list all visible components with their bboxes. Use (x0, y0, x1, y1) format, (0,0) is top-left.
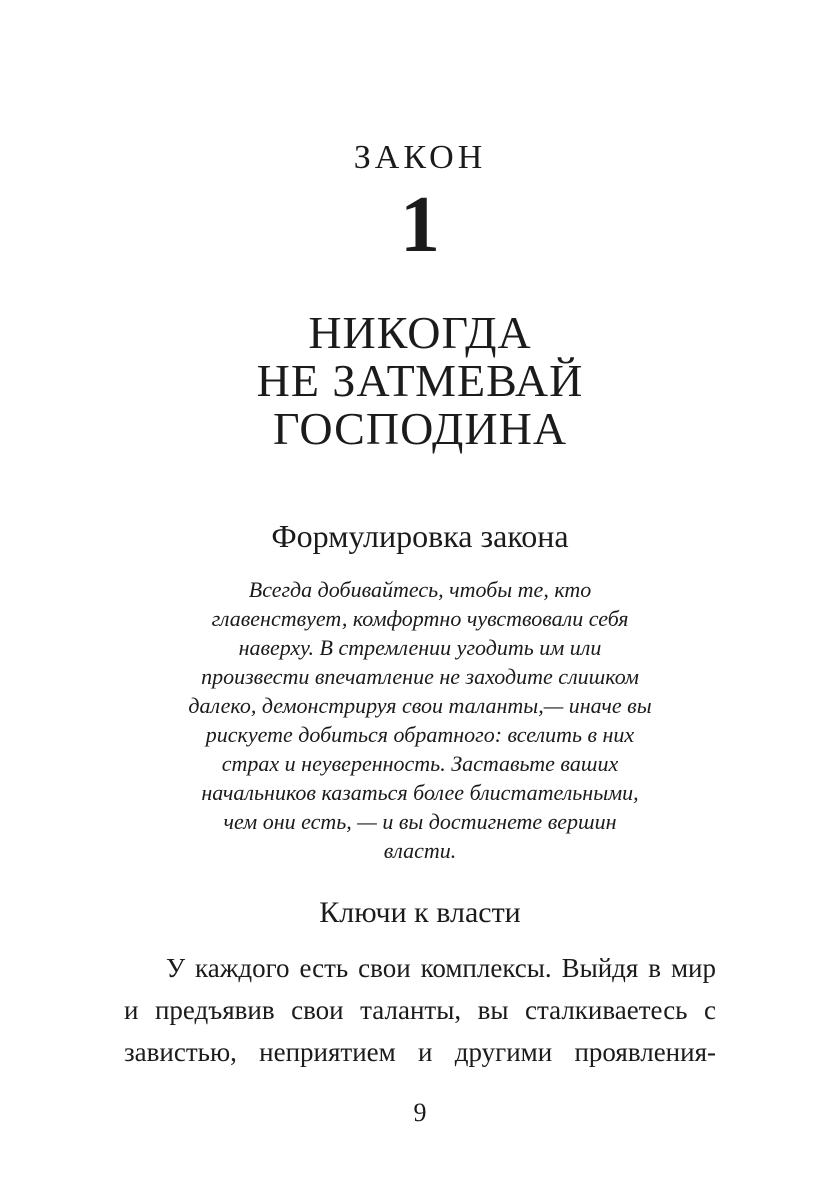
body-line-2: и предъявив свои таланты, вы сталкиваетесь с (124, 994, 716, 1025)
formulation-line-7: страх и неуверенность. Заставьте ваших (221, 750, 619, 776)
law-label: ЗАКОН (353, 139, 487, 176)
formulation-line-1: Всегда добивайтесь, чтобы те, кто (248, 576, 592, 602)
formulation-line-2: главенствует, комфортно чувствовали себя (211, 605, 629, 631)
formulation-line-8: начальников казаться более блистательными, (201, 779, 639, 805)
formulation-line-3: наверху. В стремлении угодить им или (238, 634, 602, 660)
formulation-line-4: произвести впечатление не заходите слишком (201, 663, 639, 689)
chapter-title-line-1: НИКОГДА (308, 306, 532, 358)
formulation-paragraph (124, 575, 716, 865)
chapter-title-line-2: НЕ ЗАТМЕВАЙ (256, 354, 584, 406)
page-number: 9 (413, 1097, 427, 1127)
chapter-title (124, 306, 716, 454)
chapter-title-line-3: ГОСПОДИНА (272, 402, 568, 454)
formulation-line-10: власти. (383, 837, 457, 863)
formulation-line-6: рискуете добиться обратного: вселить в них (205, 721, 635, 747)
body-line-3: завистью, неприятием и другими проявления- (124, 1036, 716, 1067)
law-number: 1 (400, 180, 440, 269)
formulation-line-9: чем они есть, — и вы достигнете вершин (223, 808, 617, 834)
body-paragraph (124, 947, 716, 1073)
body-line-1: У каждого есть свои комплексы. Выйдя в мир (166, 952, 716, 983)
formulation-heading: Формулировка закона (271, 517, 569, 554)
keys-heading: Ключи к власти (319, 895, 521, 929)
page-content (124, 138, 716, 1129)
formulation-line-5: далеко, демонстрируя свои таланты,— иначе вы (188, 692, 652, 718)
